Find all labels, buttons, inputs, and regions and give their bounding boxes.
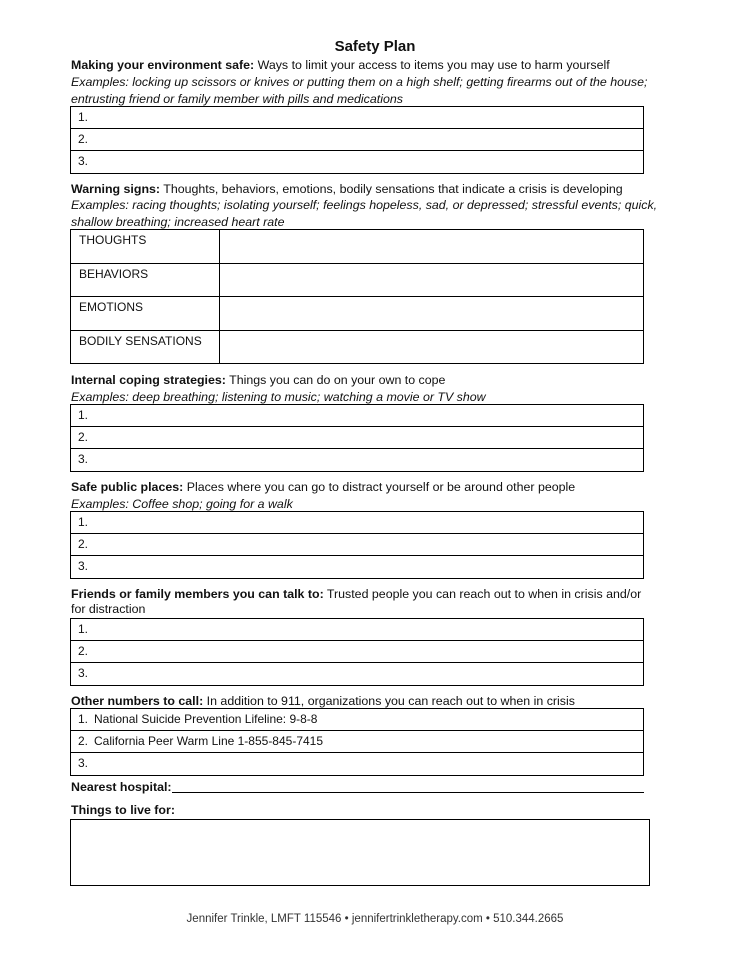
warning-signs-grid	[70, 229, 644, 364]
warning-heading: Warning signs:	[71, 182, 161, 196]
warning-row-emotions	[71, 297, 643, 331]
friends-heading: Friends or family members you can talk to:	[71, 587, 324, 601]
hospital-field[interactable]	[172, 792, 644, 793]
thoughts-field[interactable]	[220, 230, 643, 263]
behaviors-label: BEHAVIORS	[71, 264, 220, 297]
warning-row-bodily-sensations	[71, 331, 643, 365]
environment-row-2[interactable]: 2.	[71, 129, 643, 151]
numbers-row-3[interactable]: 3.	[78, 756, 89, 770]
coping-list	[70, 404, 644, 472]
bodily-sensations-label: BODILY SENSATIONS	[71, 331, 220, 365]
places-description: Places where you can go to distract yourself or be around other people	[186, 480, 576, 494]
hospital-label: Nearest hospital:	[71, 780, 172, 794]
places-row-2[interactable]: 2.	[71, 534, 643, 556]
coping-row-3[interactable]: 3.	[78, 452, 89, 466]
warning-row-thoughts	[71, 230, 643, 264]
friends-section-heading	[71, 587, 657, 617]
emotions-field[interactable]	[220, 297, 643, 330]
friends-description: Trusted people you can reach out to when in crisis and/or for distraction	[71, 587, 642, 616]
coping-row-2[interactable]: 2.	[71, 427, 643, 449]
environment-examples: Examples: locking up scissors or knives or putting them on a high shelf; getting firearms out of the house; entrusting friend or family member with pills and medications	[71, 75, 648, 106]
environment-list	[70, 106, 644, 174]
warning-description: Thoughts, behaviors, emotions, bodily sensations that indicate a crisis is developing	[163, 182, 623, 196]
coping-section-heading	[71, 373, 445, 388]
numbers-section-heading	[71, 694, 575, 709]
coping-description: Things you can do on your own to cope	[229, 373, 446, 387]
warning-section-heading	[71, 182, 623, 197]
emotions-label: EMOTIONS	[71, 297, 220, 330]
environment-row-3[interactable]: 3.	[78, 154, 89, 168]
environment-heading: Making your environment safe:	[71, 58, 255, 72]
friends-list	[70, 618, 644, 686]
environment-description: Ways to limit your access to items you may use to harm yourself	[257, 58, 610, 72]
friends-row-3[interactable]: 3.	[78, 666, 89, 680]
coping-row-1[interactable]: 1.	[71, 405, 643, 427]
coping-examples: Examples: deep breathing; listening to music; watching a movie or TV show	[71, 390, 486, 404]
bodily-sensations-field[interactable]	[220, 331, 643, 365]
warning-row-behaviors	[71, 264, 643, 298]
page-title: Safety Plan	[334, 38, 416, 55]
places-row-1[interactable]: 1.	[71, 512, 643, 534]
numbers-heading: Other numbers to call:	[71, 694, 204, 708]
numbers-row-2[interactable]: 2. California Peer Warm Line 1-855-845-7415	[71, 731, 643, 753]
environment-section-heading	[71, 58, 610, 73]
numbers-row-1[interactable]: 1. National Suicide Prevention Lifeline: 9-8-8	[71, 709, 643, 731]
live-for-field[interactable]	[70, 819, 650, 886]
suicide-lifeline-text: National Suicide Prevention Lifeline: 9-8-8	[94, 712, 318, 726]
friends-row-2[interactable]: 2.	[71, 641, 643, 663]
peer-warm-line-text: California Peer Warm Line 1-855-845-7415	[94, 734, 324, 748]
places-examples: Examples: Coffee shop; going for a walk	[71, 497, 293, 511]
footer-contact: Jennifer Trinkle, LMFT 115546 • jennifertrinkletherapy.com • 510.344.2665	[186, 913, 564, 925]
environment-row-1[interactable]: 1.	[71, 107, 643, 129]
places-row-3[interactable]: 3.	[78, 559, 89, 573]
places-heading: Safe public places:	[71, 480, 184, 494]
live-for-label: Things to live for:	[71, 803, 175, 817]
behaviors-field[interactable]	[220, 264, 643, 297]
warning-examples: Examples: racing thoughts; isolating yourself; feelings hopeless, sad, or depressed; stressful events; quick, shallow breathing; increased heart rate	[71, 198, 658, 229]
coping-heading: Internal coping strategies:	[71, 373, 226, 387]
numbers-list	[70, 708, 644, 776]
places-list	[70, 511, 644, 579]
friends-row-1[interactable]: 1.	[71, 619, 643, 641]
numbers-description: In addition to 911, organizations you can reach out to when in crisis	[206, 694, 575, 708]
places-section-heading	[71, 480, 575, 495]
thoughts-label: THOUGHTS	[71, 230, 220, 263]
